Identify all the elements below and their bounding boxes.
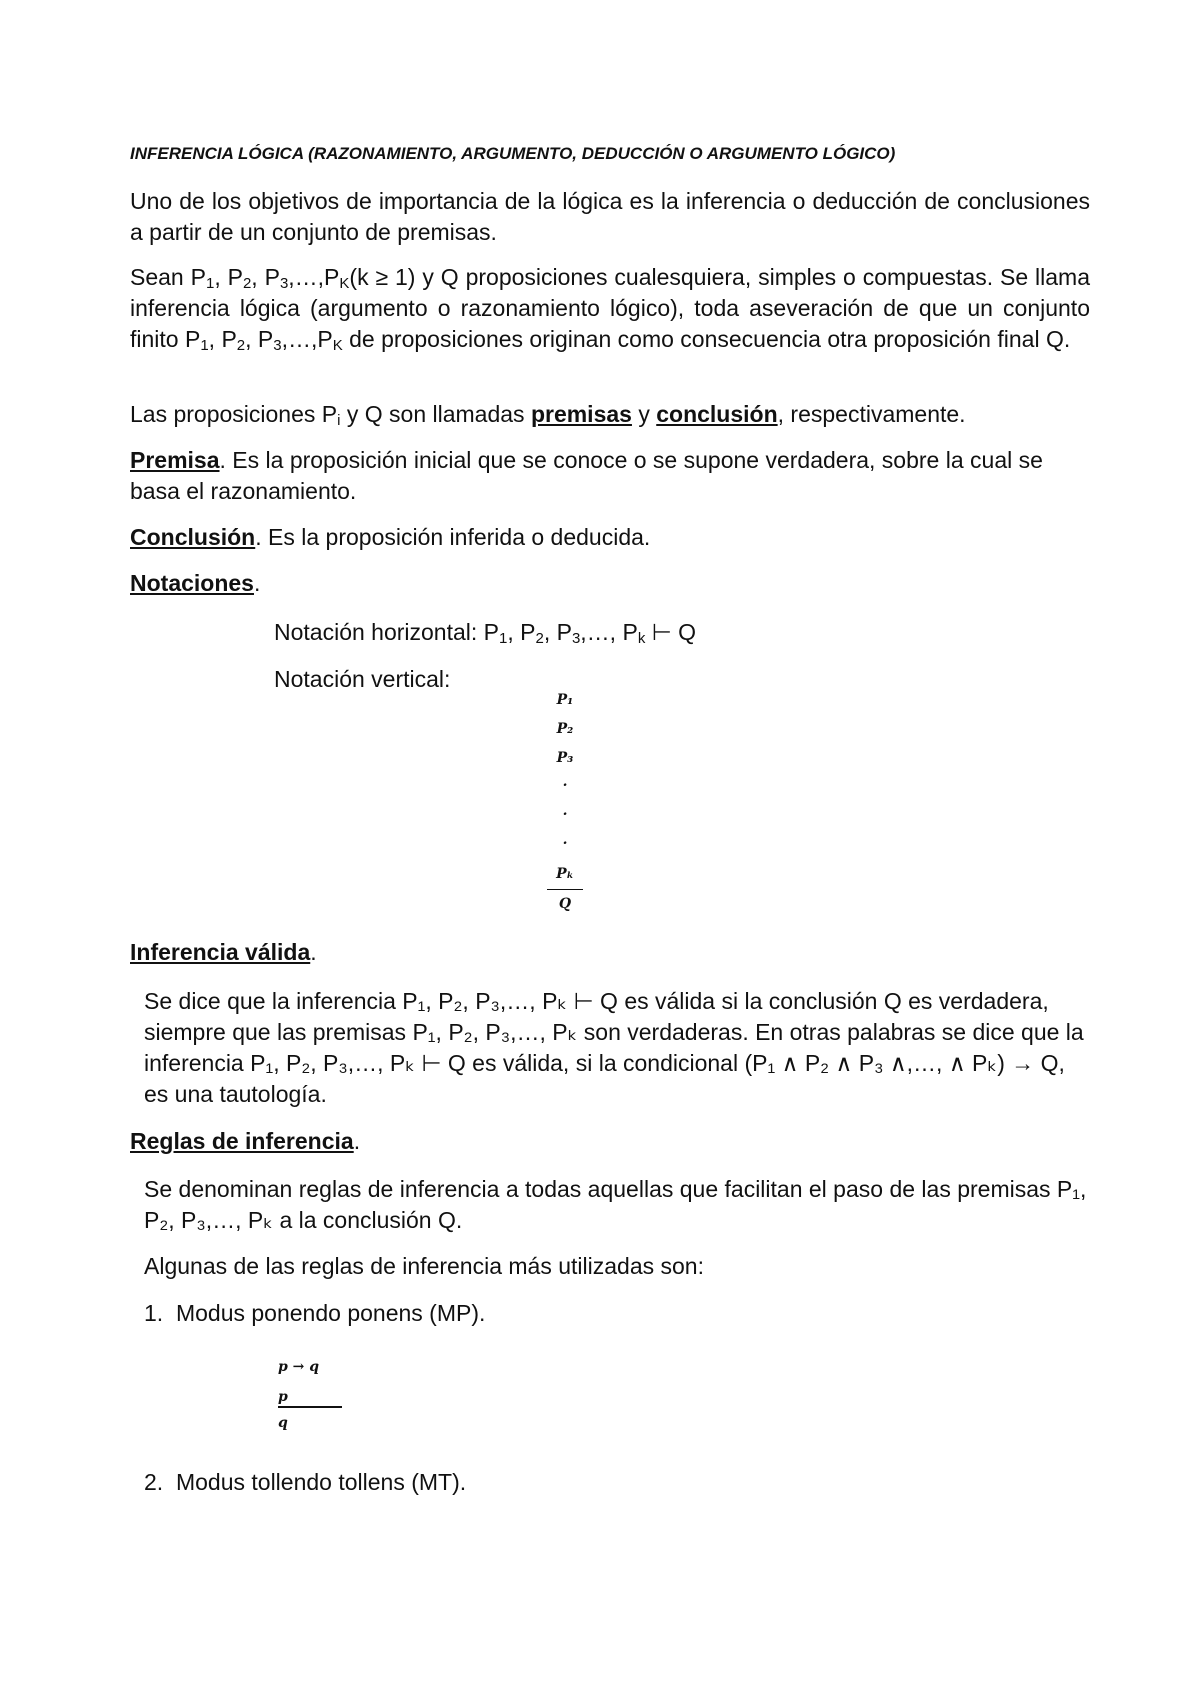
subscript: 2 xyxy=(242,275,252,292)
intro-paragraph: Uno de los objetivos de importancia de la lógica es la inferencia o deducción de conclusiones a partir de un conjunto de premisas. xyxy=(130,188,1090,245)
subscript: i xyxy=(337,412,341,429)
premises-paragraph xyxy=(130,399,1090,430)
term-conclusion: conclusión xyxy=(656,401,778,427)
reglas-paragraph: Se denominan reglas de inferencia a todas aquellas que facilitan el paso de las premisas P₁, P₂, P₃,…, Pₖ a la conclusión Q. xyxy=(144,1176,1087,1233)
subscript: 3 xyxy=(279,275,289,292)
subscript: 1 xyxy=(200,337,209,354)
term-premisas: premisas xyxy=(530,401,632,427)
vertical-row-p3: P₃ xyxy=(556,750,574,766)
premisa-heading: Premisa xyxy=(130,447,220,473)
list-label: Modus tollendo tollens (MT). xyxy=(175,1469,467,1495)
list-label: Modus ponendo ponens (MP). xyxy=(175,1300,486,1326)
definition-text: , P xyxy=(251,264,280,290)
vertical-row-p1: P₁ xyxy=(556,692,574,708)
valida-paragraph: Se dice que la inferencia P₁, P₂, P₃,…, Pₖ ⊢ Q es válida si la conclusión Q es verdadera, siempre que las premisas P₁, P₂, P₃,…, Pₖ son verdaderas. En otras palabras se dice que la inferencia P₁, P₂, P₃,…, Pₖ ⊢ Q es válida, si la condicional (P₁ ∧ P₂ ∧ P₃ ∧,…, ∧ Pₖ) → Q, es una tautología. xyxy=(144,988,1084,1107)
mp-row-premise: p xyxy=(278,1389,288,1405)
vertical-row-dot: . xyxy=(562,803,568,819)
mp-row-implication: p → q xyxy=(278,1359,320,1375)
notation-text: ,…, P xyxy=(580,619,638,645)
vertical-notation-stack xyxy=(535,686,595,919)
list-number: 1. xyxy=(144,1300,164,1326)
subscript: 2 xyxy=(236,337,246,354)
premisa-text: . Es la proposición inicial que se conoce o se supone verdadera, sobre la cual se basa el razonamiento. xyxy=(130,447,1043,504)
mp-row-conclusion: q xyxy=(278,1415,288,1431)
subscript: 1 xyxy=(499,630,508,647)
notaciones-heading: Notaciones xyxy=(130,570,254,596)
definition-text: de proposiciones originan como consecuencia otra proposición final Q. xyxy=(342,326,1071,352)
notation-text: ⊢ Q xyxy=(645,619,697,645)
heading-dot: . xyxy=(353,1128,361,1154)
premises-text: , respectivamente. xyxy=(777,401,966,427)
subscript: 2 xyxy=(535,630,544,647)
subscript: 3 xyxy=(273,337,282,354)
subscript: k xyxy=(637,630,646,647)
reglas-heading: Reglas de inferencia xyxy=(130,1128,354,1154)
vertical-row-dot: . xyxy=(562,774,568,790)
vertical-row-q: Q xyxy=(558,896,572,912)
horizontal-notation xyxy=(274,617,1074,648)
premises-text: Las proposiciones P xyxy=(130,401,338,427)
premisa-definition xyxy=(130,445,1090,507)
subscript: K xyxy=(332,337,343,354)
reglas-heading-line xyxy=(130,1126,1090,1157)
definition-text: ,…,P xyxy=(281,326,333,352)
document-title: INFERENCIA LÓGICA (RAZONAMIENTO, ARGUMENTO, DEDUCCIÓN O ARGUMENTO LÓGICO) xyxy=(130,144,896,163)
list-number: 2. xyxy=(144,1469,164,1495)
notation-text: , P xyxy=(543,619,572,645)
modus-ponens-formula xyxy=(278,1352,348,1438)
vertical-row-dot: . xyxy=(562,832,568,848)
definition-text: (k ≥ 1) y Q proposiciones cualesquiera, simples o compuestas. Se llama inferencia lógica (argumento o razonamiento lógico), toda aseveración de que un conjunto finito P xyxy=(130,264,1090,352)
notaciones-heading-line xyxy=(130,568,1090,599)
notation-text: , P xyxy=(507,619,536,645)
conclusion-text: . Es la proposición inferida o deducida. xyxy=(255,524,651,550)
definition-paragraph xyxy=(130,262,1090,355)
subscript: 1 xyxy=(205,275,215,292)
premises-text: y Q son llamadas xyxy=(340,401,531,427)
conclusion-heading: Conclusión xyxy=(130,524,256,550)
list-item-mt xyxy=(144,1467,1090,1498)
definition-text: , P xyxy=(245,326,274,352)
premises-text: y xyxy=(631,401,657,427)
definition-text: Sean P xyxy=(130,264,206,290)
vertical-notation-label: Notación vertical: xyxy=(274,666,451,692)
valida-heading-line xyxy=(130,937,1090,968)
valida-heading: Inferencia válida xyxy=(130,939,311,965)
vertical-row-p2: P₂ xyxy=(556,721,574,737)
definition-text: , P xyxy=(208,326,237,352)
definition-text: ,…,P xyxy=(288,264,340,290)
subscript: 3 xyxy=(571,630,581,647)
reglas-list-intro: Algunas de las reglas de inferencia más utilizadas son: xyxy=(144,1253,704,1279)
vertical-row-pk: Pₖ xyxy=(556,866,574,882)
heading-dot: . xyxy=(253,570,261,596)
notation-text: Notación horizontal: P xyxy=(274,619,500,645)
heading-dot: . xyxy=(310,939,317,965)
subscript: K xyxy=(339,275,350,292)
definition-text: , P xyxy=(214,264,243,290)
list-item-mp xyxy=(144,1298,1090,1329)
conclusion-definition xyxy=(130,522,1090,553)
